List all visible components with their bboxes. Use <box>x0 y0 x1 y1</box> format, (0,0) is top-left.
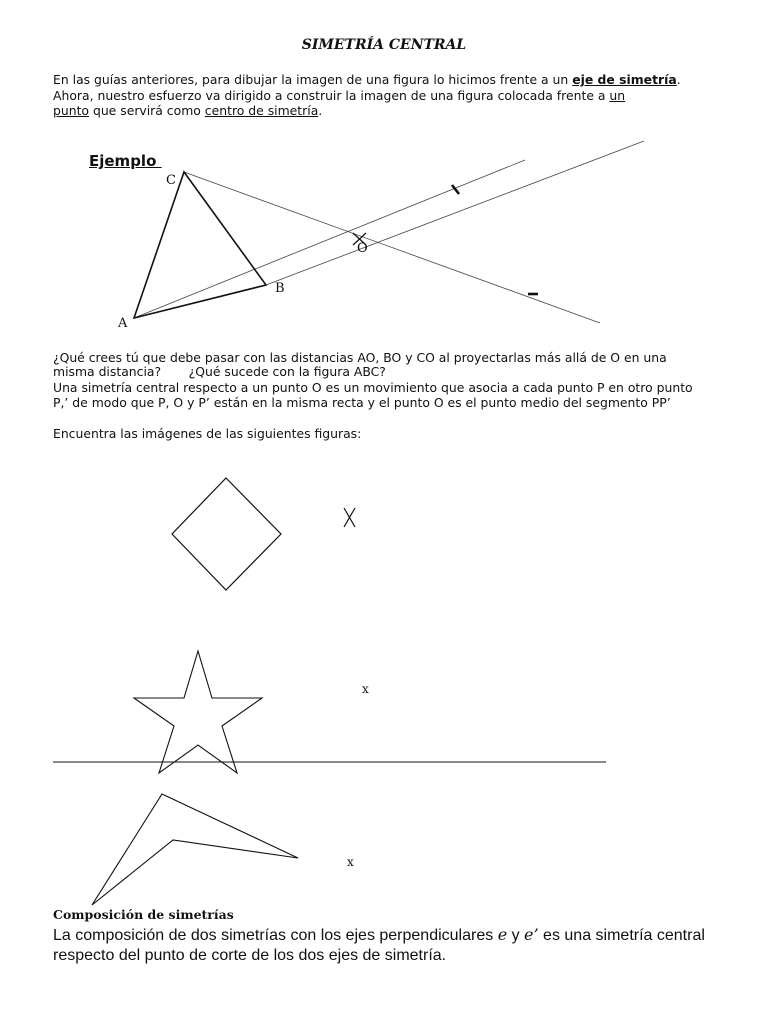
intro-text: En las guías anteriores, para dibujar la imagen de una figura lo hicimos frente a un <box>53 72 573 87</box>
triangle-figure <box>92 794 298 905</box>
star-center-mark: x <box>362 682 369 696</box>
definition-line-1: Una simetría central respecto a un punto O es un movimiento que asocia a cada punto P en otro punto <box>53 380 693 395</box>
label-c: C <box>166 173 176 188</box>
square-center-mark <box>344 508 355 527</box>
composition-text <box>53 925 743 965</box>
eje-de-simetria-term: eje de simetría <box>572 72 677 87</box>
intro-text: . <box>676 72 681 87</box>
composition-text-part: es una simetría central respecto del punto de corte de los dos ejes de simetría. <box>53 927 705 964</box>
page-title: SIMETRÍA CENTRAL <box>301 37 467 53</box>
triangle-center-mark: x <box>347 855 354 869</box>
exercise-instruction: Encuentra las imágenes de las siguientes figuras: <box>53 426 362 441</box>
triangle-abc <box>134 172 266 318</box>
definition-line-2: P,’ de modo que P, O y P’ están en la misma recta y el punto O es el punto medio del segmento PP’ <box>53 395 671 410</box>
un-punto-term: punto <box>53 103 90 118</box>
example-heading: Ejemplo <box>89 152 162 170</box>
composition-text-part: y <box>507 927 525 944</box>
intro-text: Ahora, nuestro esfuerzo va dirigido a construir la imagen de una figura colocada frente a <box>53 87 610 103</box>
intro-text: . <box>318 103 323 118</box>
star-figure <box>134 651 262 773</box>
label-o: O <box>357 241 368 256</box>
un-punto-term: un <box>609 87 626 103</box>
example-construction-lines <box>134 141 644 323</box>
label-b: B <box>275 281 285 296</box>
intro-text: que servirá como <box>89 103 205 118</box>
square-figure <box>172 478 281 590</box>
label-a: A <box>118 316 128 331</box>
axis-e: e <box>497 925 508 944</box>
line-c-through-o <box>184 172 600 323</box>
composition-title: Composición de simetrías <box>53 907 234 922</box>
line-b-through-o <box>266 141 644 285</box>
composition-text-part: La composición de dos simetrías con los ejes perpendiculares <box>53 927 498 944</box>
centro-de-simetria-term: centro de simetría <box>204 103 319 118</box>
axis-e-prime: e’ <box>524 925 539 944</box>
question-line-2: misma distancia? ¿Qué sucede con la figura ABC? <box>53 364 386 379</box>
question-line-1: ¿Qué crees tú que debe pasar con las distancias AO, BO y CO al proyectarlas más allá de O en una <box>53 350 667 365</box>
